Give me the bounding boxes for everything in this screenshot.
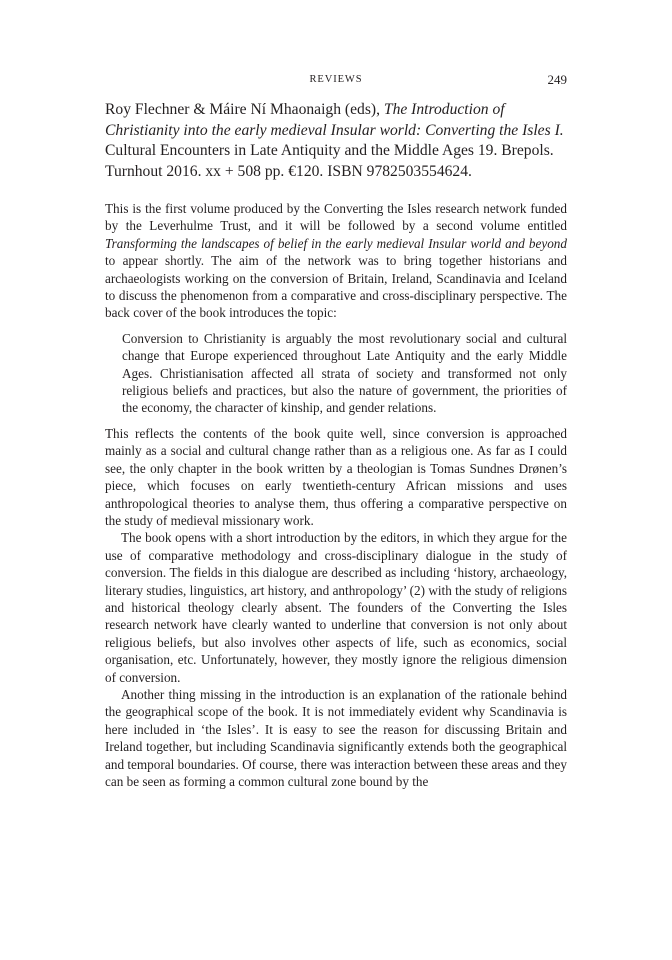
- book-citation: [105, 100, 567, 182]
- citation-authors: Roy Flechner & Máire Ní Mhaonaigh (eds),: [105, 101, 384, 118]
- paragraph-1: [105, 200, 567, 322]
- paragraph-3: The book opens with a short introduction by the editors, in which they argue for the use of comparative methodology and cross-disciplinary dialogue in the study of conversion. The fields in this dialogue are described as including ‘history, archaeology, literary studies, linguistics, art history, and anthropology’ (2) with the study of religions and historical theology clearly absent. The founders of the Converting the Isles research network have clearly wanted to underline that conversion is not only about religious beliefs, but also involves other aspects of life, such as economics, social organisation, etc. Unfortunately, however, they mostly ignore the religious dimension of conversion.: [105, 530, 567, 685]
- review-body: [105, 200, 567, 790]
- paragraph-1-part-b: to appear shortly. The aim of the network was to bring together historians and archaeologists working on the conversion of Britain, Ireland, Scandinavia and Iceland to discuss the phenomenon from a comparative and cross-disciplinary perspective. The back cover of the book introduces the topic:: [105, 253, 567, 321]
- second-volume-title: Transforming the landscapes of belief in the early medieval Insular world and beyond: [105, 235, 567, 251]
- paragraph-4: Another thing missing in the introduction is an explanation of the rationale behind the geographical scope of the book. It is not immediately evident why Scandinavia is here included in ‘the Isles’. It is easy to see the reason for discussing Britain and Ireland together, but including Scandinavia significantly extends both the geographical and temporal boundaries. Of course, there was interaction between these areas and they can be seen as forming a common cultural zone bound by the: [105, 686, 567, 789]
- running-title: REVIEWS: [309, 74, 363, 85]
- page-number: 249: [547, 72, 567, 87]
- paragraph-1-part-a: This is the first volume produced by the Converting the Isles research network funded by the Leverhulme Trust, and it will be followed by a second volume entitled: [105, 201, 567, 234]
- paragraph-2: This reflects the contents of the book quite well, since conversion is approached mainly as a social and cultural change rather than as a religious one. As far as I could see, the only chapter in the book written by a theologian is Tomas Sundnes Drønen’s piece, which focuses on early twentieth-century African missions and uses anthropological theories to analyse them, thus offering a comparative perspective on the study of medieval missionary work.: [105, 425, 567, 528]
- citation-publication-details: Cultural Encounters in Late Antiquity and the Middle Ages 19. Brepols. Turnhout 2016. xx + 508 pp. €120. ISBN 9782503554624.: [105, 142, 554, 180]
- back-cover-quote: Conversion to Christianity is arguably the most revolutionary social and cultural change that Europe experienced throughout Late Antiquity and the early Middle Ages. Christianisation affected all strata of society and transformed not only religious beliefs and practices, but also the nature of government, the priorities of the economy, the character of kinship, and gender relations.: [122, 330, 567, 416]
- running-header: [105, 72, 567, 88]
- citation-book-title: The Introduction of Christianity into the early medieval Insular world: Converting the Isles I.: [105, 101, 564, 139]
